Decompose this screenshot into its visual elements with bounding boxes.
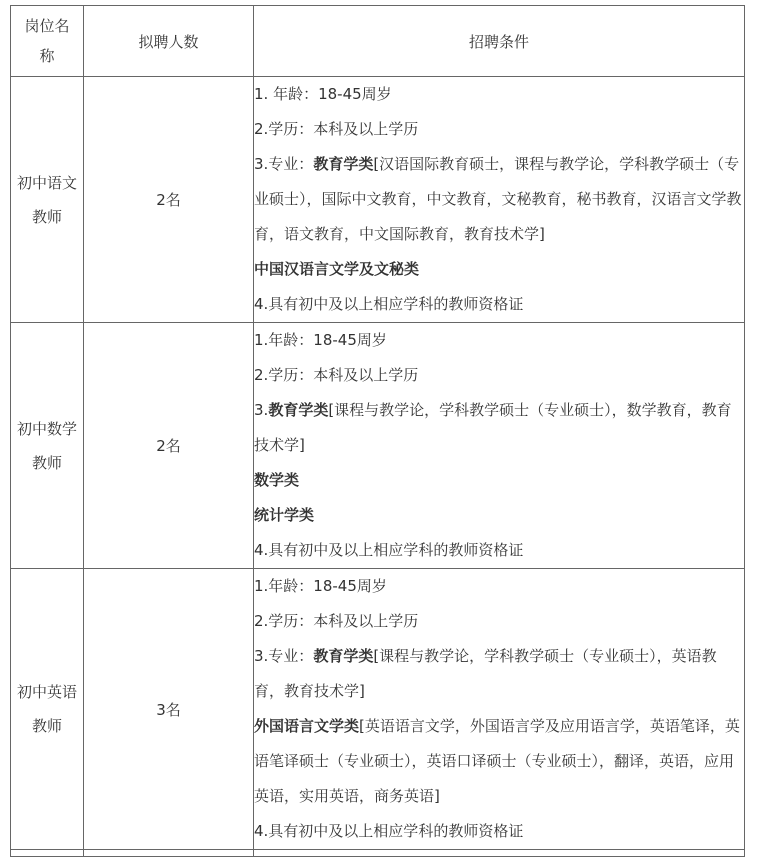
condition-line	[254, 814, 744, 849]
condition-text: 2.学历：本科及以上学历	[254, 366, 419, 384]
position-cell: 初中数学教师	[11, 323, 84, 569]
condition-text: 1. 年龄：18-45周岁	[254, 85, 392, 103]
position-cell: 初中语文教师	[11, 77, 84, 323]
condition-text: 3.	[254, 401, 269, 419]
condition-line	[254, 252, 744, 287]
condition-line	[254, 533, 744, 568]
table-row	[11, 323, 745, 569]
condition-line	[254, 463, 744, 498]
condition-line	[254, 323, 744, 358]
conditions-cell	[254, 323, 745, 569]
condition-text: [英语语言文学，外国语言学及应用语言学，英语笔译，英语笔译硕士（专业硕士），英语口译硕士（专业硕士），翻译，英语，应用英语，实用英语，商务英语]	[254, 717, 740, 805]
condition-text: [课程与教学论，学科教学硕士（专业硕士），英语教育，教育技术学]	[254, 647, 717, 700]
condition-text: 4.具有初中及以上相应学科的教师资格证	[254, 541, 524, 559]
condition-category: 中国汉语言文学及文秘类	[254, 260, 420, 278]
condition-text: 1.年龄：18-45周岁	[254, 331, 387, 349]
condition-text: [汉语国际教育硕士，课程与教学论，学科教学硕士（专业硕士），国际中文教育，中文教育，文秘教育，秘书教育，汉语言文学教育，语文教育，中文国际教育，教育技术学]	[254, 155, 742, 243]
condition-text: 4.具有初中及以上相应学科的教师资格证	[254, 295, 524, 313]
condition-category: 教育学类	[313, 647, 374, 665]
table-header-row	[11, 6, 745, 77]
table-row	[11, 77, 745, 323]
condition-line	[254, 147, 744, 252]
condition-text: 2.学历：本科及以上学历	[254, 120, 419, 138]
condition-line	[254, 709, 744, 814]
condition-line	[254, 358, 744, 393]
condition-text: 1.年龄：18-45周岁	[254, 577, 387, 595]
recruitment-table	[10, 5, 745, 857]
condition-line	[254, 393, 744, 463]
condition-line	[254, 639, 744, 709]
empty-cell	[254, 850, 745, 857]
condition-line	[254, 287, 744, 322]
empty-cell	[11, 850, 84, 857]
empty-cell	[84, 850, 254, 857]
condition-line	[254, 112, 744, 147]
count-cell: 2名	[84, 323, 254, 569]
header-count: 拟聘人数	[84, 6, 254, 77]
condition-text: [课程与教学论，学科教学硕士（专业硕士），数学教育，教育技术学]	[254, 401, 732, 454]
condition-text: 3.专业：	[254, 647, 314, 665]
condition-category: 数学类	[254, 471, 300, 489]
condition-category: 教育学类	[268, 401, 329, 419]
table-row	[11, 569, 745, 850]
condition-text: 4.具有初中及以上相应学科的教师资格证	[254, 822, 524, 840]
count-cell: 2名	[84, 77, 254, 323]
condition-line	[254, 498, 744, 533]
count-cell: 3名	[84, 569, 254, 850]
condition-line	[254, 604, 744, 639]
condition-line	[254, 77, 744, 112]
condition-line	[254, 569, 744, 604]
condition-category: 统计学类	[254, 506, 315, 524]
position-cell: 初中英语教师	[11, 569, 84, 850]
condition-text: 2.学历：本科及以上学历	[254, 612, 419, 630]
condition-text: 3.专业：	[254, 155, 314, 173]
table-row-partial	[11, 850, 745, 857]
conditions-cell	[254, 569, 745, 850]
header-conditions: 招聘条件	[254, 6, 745, 77]
header-position: 岗位名称	[11, 6, 84, 77]
condition-category: 教育学类	[313, 155, 374, 173]
condition-category: 外国语言文学类	[254, 717, 360, 735]
conditions-cell	[254, 77, 745, 323]
